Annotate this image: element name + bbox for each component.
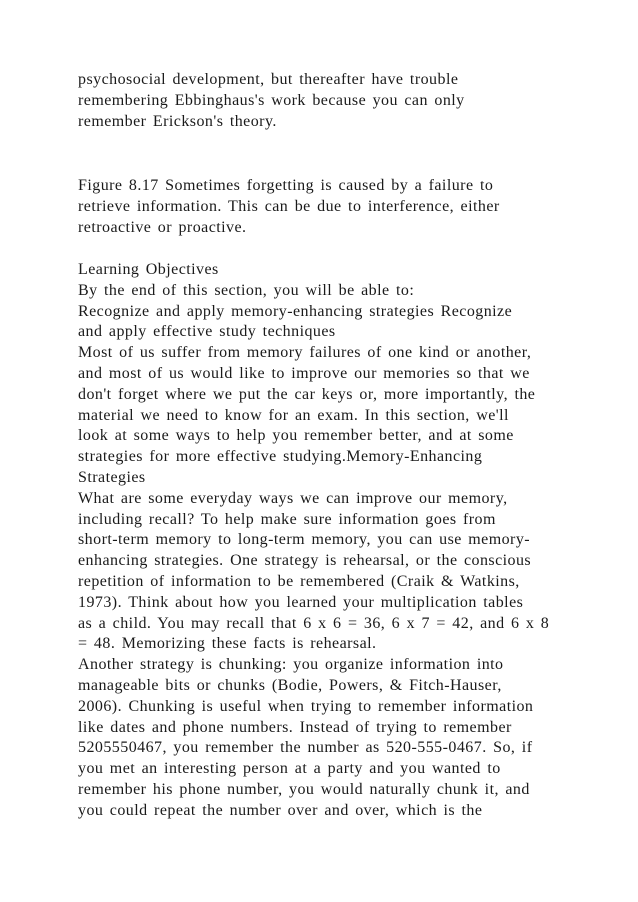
text-line: like dates and phone numbers. Instead of trying to remember	[78, 718, 512, 736]
text-line: Figure 8.17 Sometimes forgetting is caused by a failure to	[78, 177, 494, 194]
text-line: remembering Ebbinghaus's work because you can only	[78, 91, 465, 109]
text-line: Recognize and apply memory-enhancing strategies Recognize	[78, 302, 513, 320]
text-line: don't forget where we put the car keys or, more importantly, the	[78, 385, 536, 403]
text-line: you met an interesting person at a party and you wanted to	[78, 760, 501, 778]
text-line: including recall? To help make sure information goes from	[78, 510, 496, 528]
text-line: 5205550467, you remember the number as 520-555-0467. So, if	[78, 739, 533, 757]
text-line: Most of us suffer from memory failures of one kind or another,	[78, 344, 532, 362]
text-line: 2006). Chunking is useful when trying to remember information	[78, 697, 534, 715]
text-line: What are some everyday ways we can improve our memory,	[78, 489, 508, 507]
text-line: Strategies	[78, 468, 146, 486]
text-line: short-term memory to long-term memory, you can use memory-	[78, 531, 531, 549]
text-line: repetition of information to be remembered (Craik & Watkins,	[78, 572, 520, 590]
text-line: retrieve information. This can be due to interference, either	[78, 197, 500, 215]
text-line: = 48. Memorizing these facts is rehearsal.	[78, 635, 377, 653]
text-line: strategies for more effective studying.Memory-Enhancing	[78, 448, 483, 466]
text-line: enhancing strategies. One strategy is rehearsal, or the conscious	[78, 552, 532, 570]
text-line: remember his phone number, you would naturally chunk it, and	[78, 780, 530, 798]
text-line: material we need to know for an exam. In this section, we'll	[78, 406, 509, 424]
text-line: and most of us would like to improve our memories so that we	[78, 364, 530, 382]
learning-objectives-section	[78, 260, 598, 822]
paragraph-intro	[78, 70, 598, 132]
text-line: and apply effective study techniques	[78, 323, 336, 341]
text-line: By the end of this section, you will be able to:	[78, 281, 415, 299]
text-line: psychosocial development, but thereafter have trouble	[78, 71, 459, 88]
text-line: remember Erickson's theory.	[78, 112, 277, 130]
figure-caption	[78, 176, 598, 238]
text-line: as a child. You may recall that 6 x 6 = 36, 6 x 7 = 42, and 6 x 8	[78, 614, 550, 632]
text-line: manageable bits or chunks (Bodie, Powers, & Fitch-Hauser,	[78, 676, 502, 694]
text-line: Another strategy is chunking: you organize information into	[78, 656, 504, 674]
text-line: look at some ways to help you remember better, and at some	[78, 427, 514, 445]
text-line: retroactive or proactive.	[78, 218, 247, 236]
section-heading: Learning Objectives	[78, 261, 219, 278]
text-line: you could repeat the number over and over, which is the	[78, 801, 483, 819]
text-line: 1973). Think about how you learned your multiplication tables	[78, 593, 524, 611]
